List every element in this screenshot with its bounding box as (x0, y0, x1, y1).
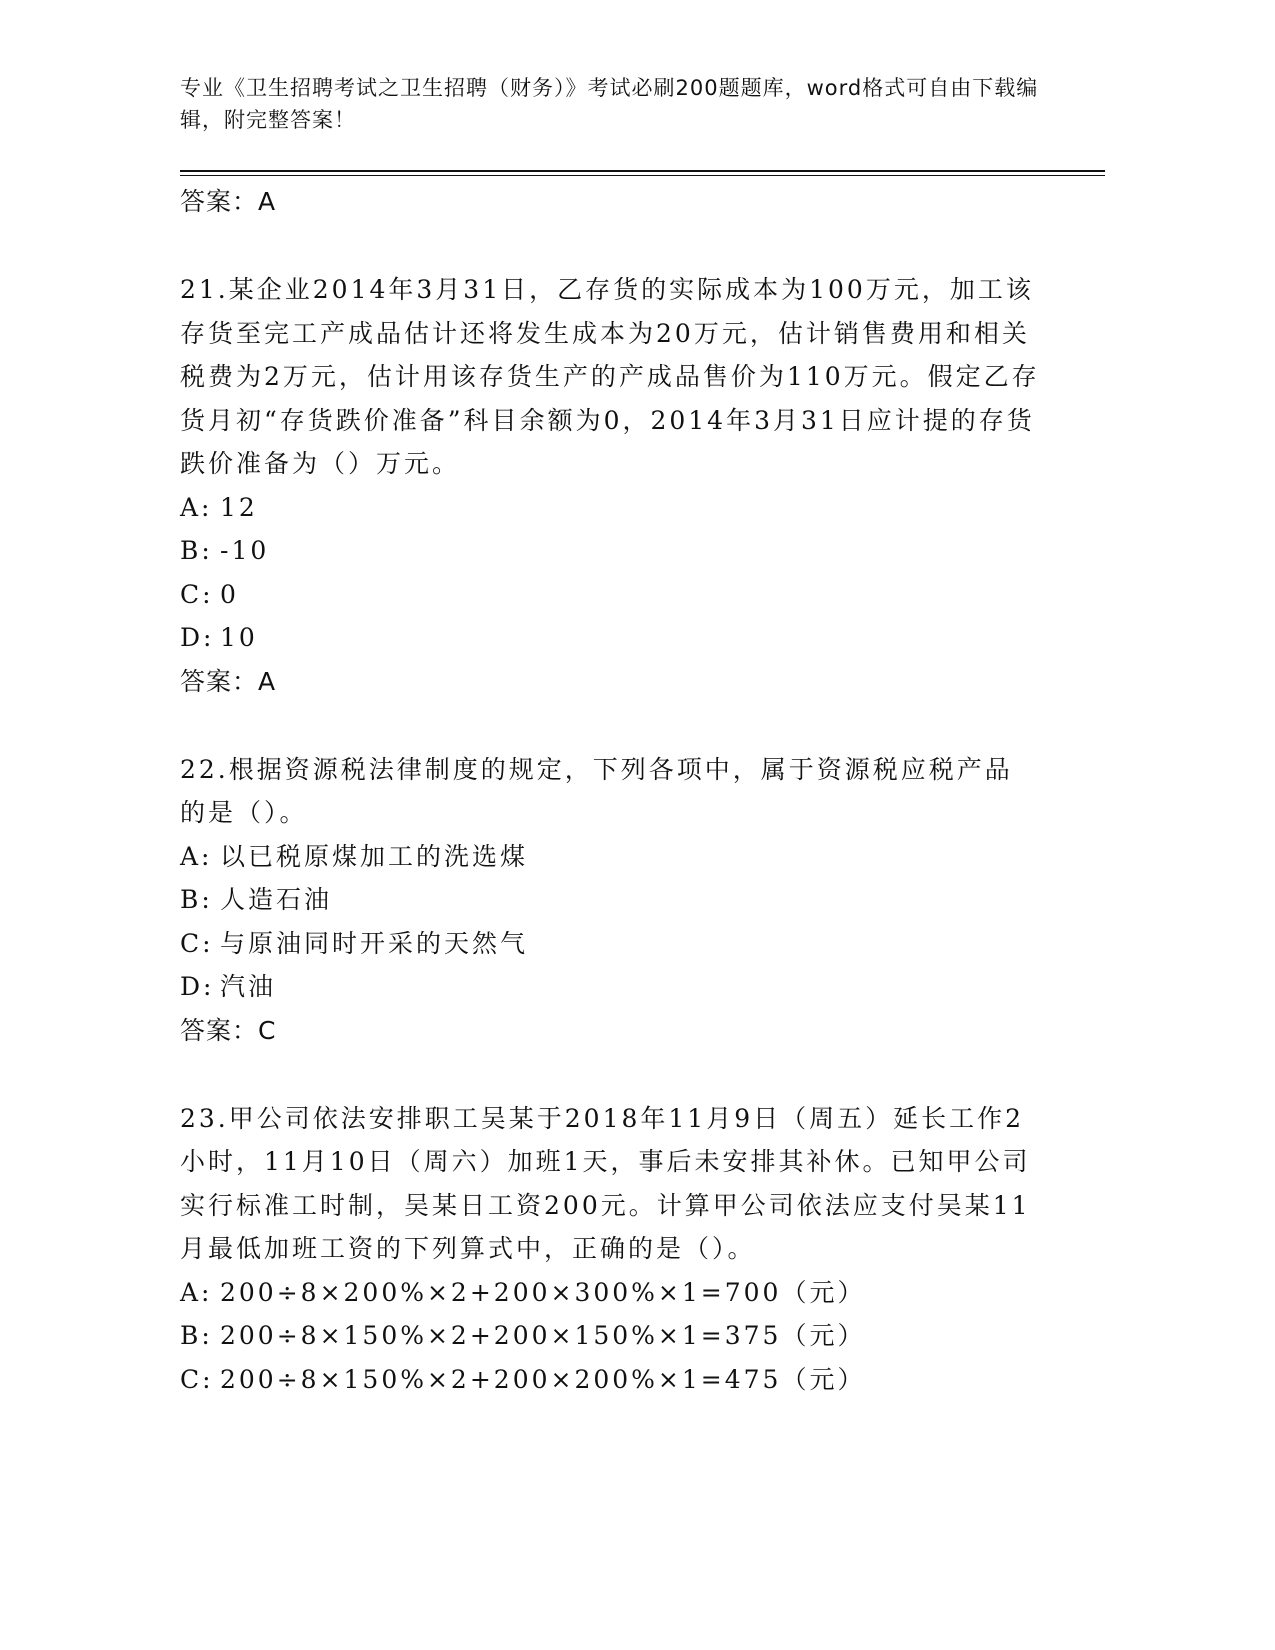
previous-answer: 答案：A (180, 187, 277, 216)
header-rule-thin (180, 175, 1105, 176)
question-23-option-a (180, 1271, 1040, 1315)
question-22-option-a (180, 835, 1040, 879)
option-label: D: (180, 623, 215, 652)
option-label: C: (180, 1364, 214, 1394)
question-22-answer: 答案：C (180, 1015, 277, 1045)
option-label: A: (180, 492, 213, 522)
question-23-option-c (180, 1358, 1040, 1402)
question-21-option-c (180, 573, 1040, 617)
option-label: B: (180, 885, 213, 914)
document-header: 专业《卫生招聘考试之卫生招聘（财务）》考试必刷200题题库，word格式可自由下载编辑，附完整答案！ (180, 76, 1039, 132)
option-text: 200÷8×200%×2+200×300%×1=700（元） (220, 1277, 866, 1307)
option-text: 汽油 (220, 972, 277, 1001)
question-23-option-b (180, 1314, 1040, 1358)
option-text: -10 (220, 536, 270, 565)
question-21-option-d (180, 616, 1040, 660)
option-label: A: (180, 841, 213, 871)
header-rule-thick (180, 170, 1105, 172)
option-label: C: (180, 928, 214, 958)
question-21-option-a (180, 486, 1040, 530)
question-21-text: 21.某企业2014年3月31日，乙存货的实际成本为100万元，加工该存货至完工产成品估计还将发生成本为20万元，估计销售费用和相关税费为2万元，估计用该存货生产的产成品售价为110万元。假定乙存货月初“存货跌价准备”科目余额为0，2014年3月31日应计提的存货跌价准备为（）万元。 (180, 275, 1040, 478)
option-text: 200÷8×150%×2+200×200%×1=475（元） (220, 1364, 866, 1394)
option-text: 10 (220, 623, 258, 652)
option-label: C: (180, 579, 214, 609)
option-text: 以已税原煤加工的洗选煤 (220, 841, 529, 871)
option-text: 人造石油 (220, 885, 333, 914)
option-text: 与原油同时开采的天然气 (220, 928, 529, 958)
question-22-option-c (180, 922, 1040, 966)
option-label: A: (180, 1277, 213, 1307)
option-text: 0 (220, 579, 239, 609)
question-21-option-b (180, 529, 1040, 573)
document-body (180, 180, 1040, 1401)
question-21-answer: 答案：A (180, 666, 277, 696)
question-22-option-b (180, 878, 1040, 922)
option-label: B: (180, 1321, 213, 1350)
option-text: 200÷8×150%×2+200×150%×1=375（元） (220, 1321, 866, 1350)
option-label: B: (180, 536, 213, 565)
question-23-text: 23.甲公司依法安排职工吴某于2018年11月9日（周五）延长工作2小时，11月10日（周六）加班1天，事后未安排其补休。已知甲公司实行标准工时制，吴某日工资200元。计算甲公司依法应支付吴某11月最低加班工资的下列算式中，正确的是（）。 (180, 1103, 1031, 1263)
question-22-option-d (180, 965, 1040, 1009)
question-22-text: 22.根据资源税法律制度的规定，下列各项中，属于资源税应税产品的是（）。 (180, 754, 1013, 827)
option-text: 12 (220, 492, 258, 522)
option-label: D: (180, 972, 215, 1001)
